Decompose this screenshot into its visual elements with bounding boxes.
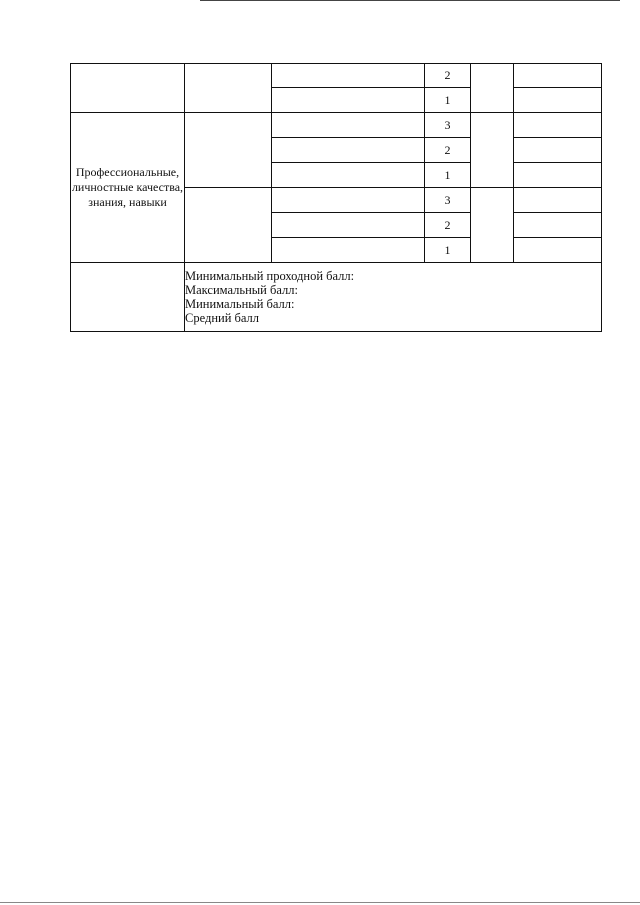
description-cell <box>272 163 425 188</box>
score-cell: 3 <box>425 113 471 138</box>
result-cell <box>514 188 602 213</box>
score-cell: 1 <box>425 88 471 113</box>
score-cell: 2 <box>425 138 471 163</box>
min-passing-score-label: Минимальный проходной балл: <box>185 269 355 283</box>
max-score-label: Максимальный балл: <box>185 283 298 297</box>
scoring-table <box>70 63 602 332</box>
score-cell: 3 <box>425 188 471 213</box>
indicator-cell <box>185 64 272 113</box>
weight-cell <box>471 188 514 263</box>
scan-edge-line <box>200 0 620 1</box>
description-cell <box>272 138 425 163</box>
scan-edge-line <box>0 902 640 903</box>
indicator-cell <box>185 113 272 188</box>
result-cell <box>514 238 602 263</box>
description-cell <box>272 88 425 113</box>
summary-left-cell <box>71 263 185 332</box>
table-row <box>71 113 602 138</box>
result-cell <box>514 213 602 238</box>
result-cell <box>514 138 602 163</box>
description-cell <box>272 238 425 263</box>
summary-cell <box>185 263 602 332</box>
table-row <box>71 64 602 88</box>
avg-score-label: Средний балл <box>185 311 260 325</box>
result-cell <box>514 88 602 113</box>
summary-row <box>71 263 602 332</box>
criteria-cell <box>71 64 185 113</box>
weight-cell <box>471 64 514 113</box>
score-cell: 1 <box>425 238 471 263</box>
description-cell <box>272 213 425 238</box>
description-cell <box>272 113 425 138</box>
indicator-cell <box>185 188 272 263</box>
result-cell <box>514 64 602 88</box>
score-cell: 2 <box>425 213 471 238</box>
weight-cell <box>471 113 514 188</box>
score-cell: 2 <box>425 64 471 88</box>
score-cell: 1 <box>425 163 471 188</box>
result-cell <box>514 163 602 188</box>
description-cell <box>272 188 425 213</box>
criteria-label: Профессиональные, личностные качества, знания, навыки <box>71 113 185 263</box>
description-cell <box>272 64 425 88</box>
min-score-label: Минимальный балл: <box>185 297 295 311</box>
result-cell <box>514 113 602 138</box>
